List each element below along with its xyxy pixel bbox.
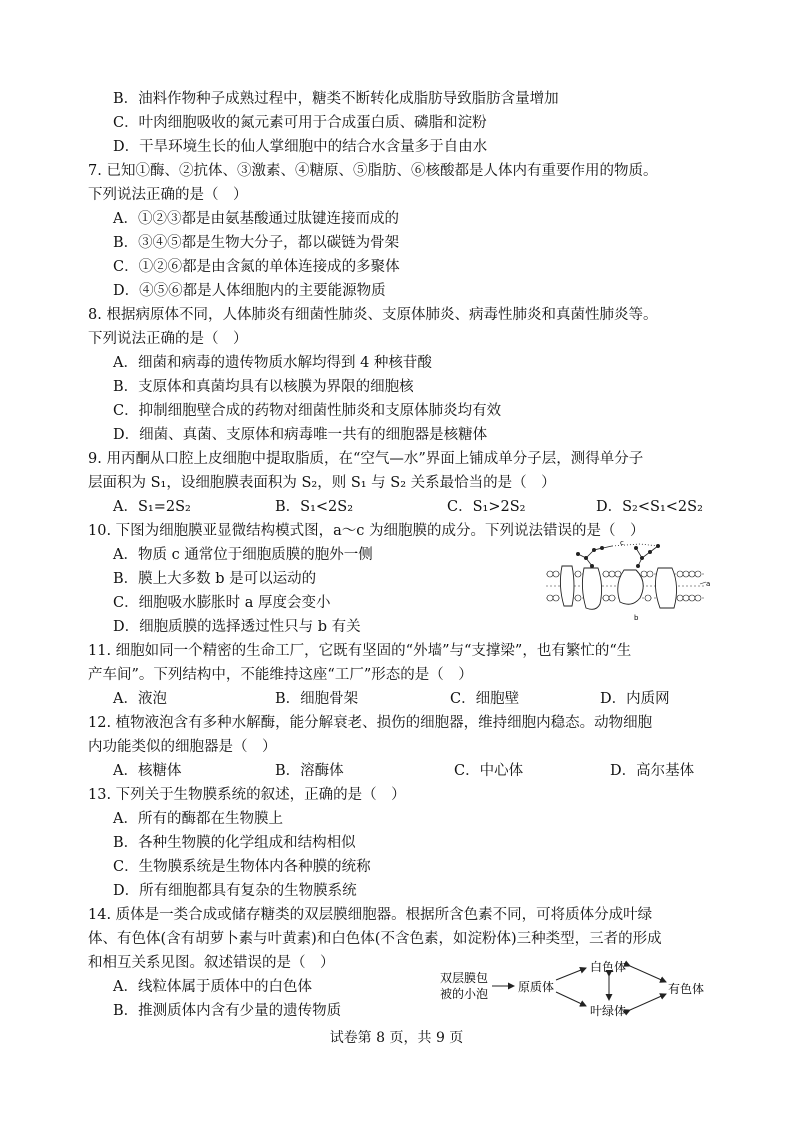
q10-option-d: D．细胞质膜的选择透过性只与 b 有关 [113,619,361,635]
q8-option-a: A．细菌和病毒的遗传物质水解均得到 4 种核苷酸 [113,355,432,371]
source-vesicle-line2: 被的小泡 [440,987,489,1001]
q12-option-a: A．核糖体 [113,763,182,779]
q9-option-d: D．S₂<S₁<2S₂ [596,499,703,515]
q9-stem-2: 层面积为 S₁，设细胞膜表面积为 S₂，则 S₁ 与 S₂ 关系最恰当的是（ ） [88,475,556,491]
q10-option-a: A．物质 c 通常位于细胞质膜的胞外一侧 [113,547,373,563]
q7-option-c: C．①②⑥都是由含氮的单体连接成的多聚体 [113,259,400,275]
q9-option-c: C．S₁>2S₂ [447,499,526,515]
chloroplast-label: 叶绿体 [590,1004,627,1018]
q11-option-a: A．液泡 [113,691,167,707]
q11-option-c: C．细胞壁 [450,691,520,707]
q7-option-a: A．①②③都是由氨基酸通过肽键连接而成的 [113,211,399,227]
q12-option-b: B．溶酶体 [275,763,344,779]
q12-option-d: D．高尔基体 [610,763,695,779]
label-c: c [620,539,624,547]
q8-option-d: D．细菌、真菌、支原体和病毒唯一共有的细胞器是核糖体 [113,427,488,443]
leucoplast-label: 白色体 [590,960,627,974]
q10-option-c: C．细胞吸水膨胀时 a 厚度会变小 [113,595,331,611]
q14-stem-3: 和相互关系见图。叙述错误的是（ ） [88,955,335,971]
q9-stem-1: 9. 用丙酮从口腔上皮细胞中提取脂质，在“空气—水”界面上铺成单分子层，测得单分子 [88,451,644,467]
q14-option-a: A．线粒体属于质体中的白色体 [113,979,312,995]
q14-option-b: B．推测质体内含有少量的遗传物质 [113,1003,342,1019]
q7-stem-1: 7. 已知①酶、②抗体、③激素、④糖原、⑤脂肪、⑥核酸都是人体内有重要作用的物质。 [88,163,658,179]
label-b: b [634,614,639,622]
q12-stem-1: 12. 植物液泡含有多种水解酶，能分解衰老、损伤的细胞器，维持细胞内稳态。动物细胞 [88,715,653,731]
q11-option-b: B．细胞骨架 [275,691,359,707]
q12-options [0,762,793,780]
q11-options [0,690,793,708]
proplastid-label: 原质体 [518,980,555,994]
q8-option-b: B．支原体和真菌均具有以核膜为界限的细胞核 [113,379,414,395]
q10-option-b: B．膜上大多数 b 是可以运动的 [113,571,317,587]
q11-option-d: D．内质网 [600,691,670,707]
q11-stem-1: 11. 细胞如同一个精密的生命工厂，它既有坚固的“外墙”与“支撑梁”，也有繁忙的“生 [88,643,632,659]
q13-option-d: D．所有细胞都具有复杂的生物膜系统 [113,883,357,899]
q12-option-c: C．中心体 [454,763,524,779]
q13-option-a: A．所有的酶都在生物膜上 [113,811,283,827]
q6-option-d: D．干旱环境生长的仙人掌细胞中的结合水含量多于自由水 [113,139,488,155]
q9-option-b: B．S₁<2S₂ [275,499,354,515]
q14-stem-1: 14. 质体是一类合成或储存糖类的双层膜细胞器。根据所含色素不同，可将质体分成叶绿 [88,907,653,923]
arrow-proplastid-to-chloroplast [556,992,586,1006]
q13-option-c: C．生物膜系统是生物体内各种膜的统称 [113,859,371,875]
chromoplast-label: 有色体 [668,982,705,996]
q8-stem-1: 8. 根据病原体不同，人体肺炎有细菌性肺炎、支原体肺炎、病毒性肺炎和真菌性肺炎等。 [88,307,658,323]
q7-option-b: B．③④⑤都是生物大分子，都以碳链为骨架 [113,235,400,251]
arrow-chloroplast-chromoplast [630,994,666,1010]
membrane-diagram [540,536,712,626]
arrow-leucoplast-chromoplast [630,966,666,982]
q6-option-b: B．油料作物种子成熟过程中，糖类不断转化成脂肪导致脂肪含量增加 [113,91,559,107]
q8-option-c: C．抑制细胞壁合成的药物对细菌性肺炎和支原体肺炎均有效 [113,403,502,419]
q9-option-a: A．S₁=2S₂ [113,499,191,515]
q10-stem: 10. 下图为细胞膜亚显微结构模式图，a～c 为细胞膜的成分。下列说法错误的是（ ） [88,523,645,539]
label-a: a [706,580,711,588]
q9-options [0,498,793,516]
q7-option-d: D．④⑤⑥都是人体细胞内的主要能源物质 [113,283,386,299]
q13-option-b: B．各种生物膜的化学组成和结构相似 [113,835,356,851]
q6-option-c: C．叶肉细胞吸收的氮元素可用于合成蛋白质、磷脂和淀粉 [113,115,487,131]
arrow-proplastid-to-leucoplast [556,968,586,980]
q12-stem-2: 内功能类似的细胞器是（ ） [88,739,277,755]
q8-stem-2: 下列说法正确的是（ ） [88,331,248,347]
page-footer: 试卷第 8 页，共 9 页 [329,1030,464,1046]
q13-stem: 13. 下列关于生物膜系统的叙述，正确的是（ ） [88,787,406,803]
source-vesicle-line1: 双层膜包 [440,971,489,985]
q14-stem-2: 体、有色体(含有胡萝卜素与叶黄素)和白色体(不含色素，如淀粉体)三种类型，三者的形成 [88,931,662,947]
plastid-diagram [430,958,720,1020]
q11-stem-2: 产车间”。下列结构中，不能维持这座“工厂”形态的是（ ） [88,667,473,683]
q7-stem-2: 下列说法正确的是（ ） [88,187,248,203]
